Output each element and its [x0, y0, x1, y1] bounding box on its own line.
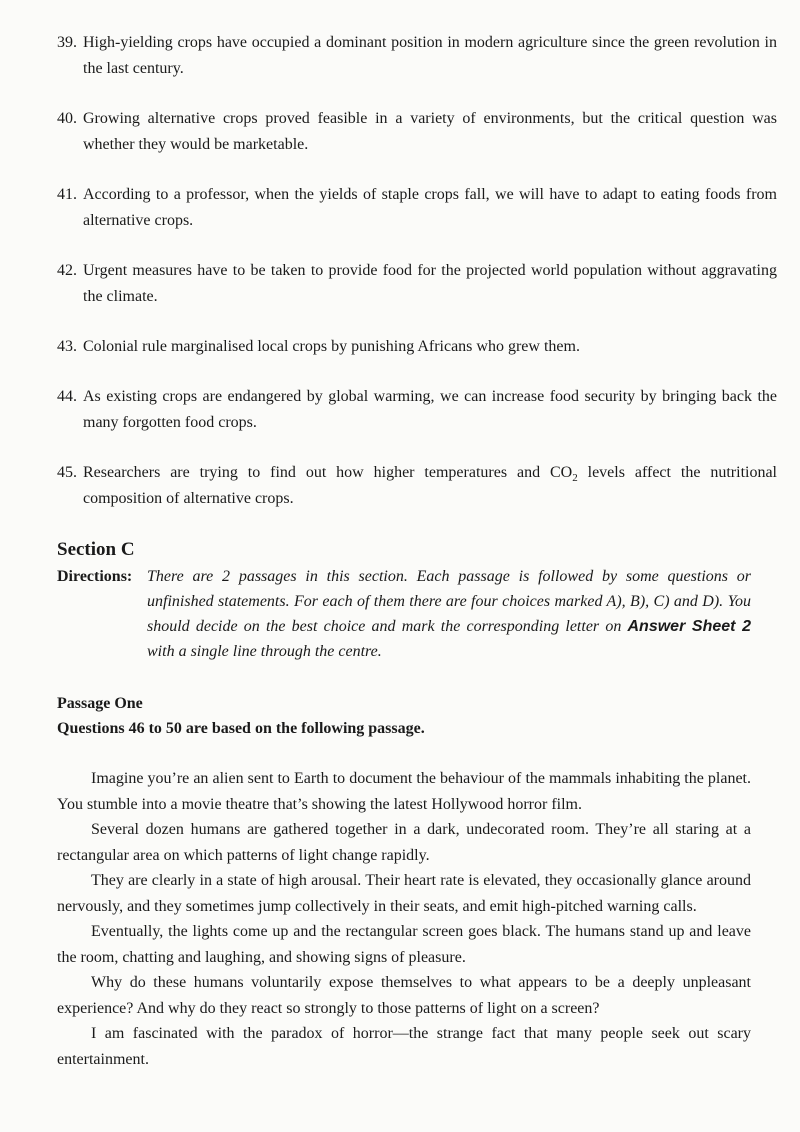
question-39 — [57, 30, 777, 82]
passage-body — [57, 766, 751, 1072]
question-43 — [57, 334, 777, 360]
passage-paragraph: I am fascinated with the paradox of horror—the strange fact that many people seek out scary entertainment. — [57, 1025, 751, 1068]
subscript: 2 — [572, 472, 578, 485]
question-45 — [57, 460, 777, 512]
directions — [57, 564, 751, 664]
question-number: 44. — [57, 388, 77, 405]
question-text: As existing crops are endangered by global warming, we can increase food security by bringing back the many forgotten food crops. — [83, 388, 777, 431]
question-text: Colonial rule marginalised local crops by punishing Africans who grew them. — [83, 338, 580, 355]
question-text-part-a: Researchers are trying to find out how higher temperatures and CO — [83, 464, 573, 481]
directions-label: Directions: — [57, 568, 133, 585]
question-text: Growing alternative crops proved feasible in a variety of environments, but the critical question was whether they would be marketable. — [83, 110, 777, 153]
question-text: Urgent measures have to be taken to provide food for the projected world population without aggravating the climate. — [83, 262, 777, 305]
passage-subtitle: Questions 46 to 50 are based on the following passage. — [57, 720, 425, 737]
question-text: According to a professor, when the yields of staple crops fall, we will have to adapt to eating foods from alternative crops. — [83, 186, 777, 229]
question-42 — [57, 258, 777, 310]
passage-paragraph: Imagine you’re an alien sent to Earth to document the behaviour of the mammals inhabiting the planet. You stumble into a movie theatre that’s showing the latest Hollywood horror film. — [57, 770, 751, 813]
passage-title: Passage One — [57, 695, 143, 712]
passage-paragraph: They are clearly in a state of high arousal. Their heart rate is elevated, they occasionally glance around nervously, and they sometimes jump collectively in their seats, and emit high-pitched warning calls. — [57, 872, 751, 915]
directions-text — [147, 564, 751, 664]
question-number: 43. — [57, 338, 77, 355]
question-number: 41. — [57, 186, 77, 203]
section-title: Section C — [57, 539, 135, 560]
question-text-part-b: levels affect the nutritional composition of alternative crops. — [83, 464, 778, 507]
question-number: 42. — [57, 262, 77, 279]
directions-text-part-b: with a single line through the centre. — [147, 643, 382, 660]
passage-paragraph: Eventually, the lights come up and the rectangular screen goes black. The humans stand up and leave the room, chatting and laughing, and showing signs of pleasure. — [57, 923, 751, 966]
passage-paragraph: Several dozen humans are gathered together in a dark, undecorated room. They’re all staring at a rectangular area on which patterns of light change rapidly. — [57, 821, 751, 864]
question-41 — [57, 182, 777, 234]
directions-text-part-a: There are 2 passages in this section. Each passage is followed by some questions or unfinished statements. For each of them there are four choices marked A), B), C) and D). You should decide on the best choice and mark the corresponding letter on — [147, 568, 751, 635]
answer-sheet-label: Answer Sheet 2 — [627, 618, 752, 635]
passage-paragraph: Why do these humans voluntarily expose themselves to what appears to be a deeply unpleasant experience? And why do they react so strongly to those patterns of light on a screen? — [57, 974, 751, 1017]
question-number: 40. — [57, 110, 77, 127]
question-40 — [57, 106, 777, 158]
question-44 — [57, 384, 777, 436]
question-number: 45. — [57, 464, 77, 481]
question-text: High-yielding crops have occupied a dominant position in modern agriculture since the green revolution in the last century. — [83, 34, 777, 77]
question-number: 39. — [57, 34, 77, 51]
